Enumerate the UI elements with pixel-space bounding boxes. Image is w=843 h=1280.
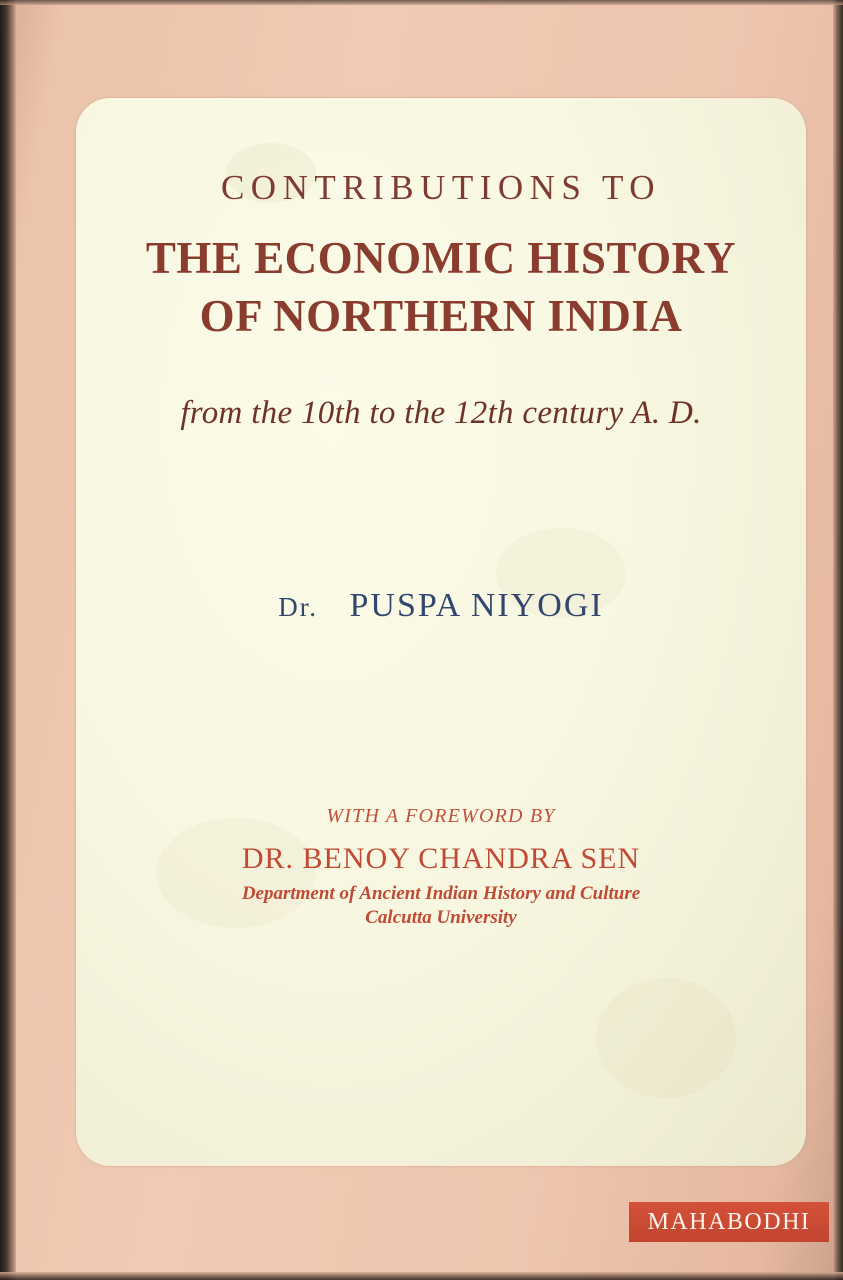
- foreword-author: DR. BENOY CHANDRA SEN: [241, 842, 641, 876]
- page-title: [116, 230, 766, 345]
- right-edge-shadow: [833, 0, 843, 1280]
- title-line-1: THE ECONOMIC HISTORY: [145, 233, 737, 283]
- foreword-dept-line-2: Calcutta University: [365, 906, 517, 928]
- spine-shadow: [0, 0, 16, 1280]
- cover-subtitle: from the 10th to the 12th century A. D.: [180, 395, 702, 432]
- foreword-label: WITH A FOREWORD BY: [326, 805, 556, 828]
- author-honorific: Dr.: [278, 592, 319, 623]
- author-name: PUSPA NIYOGI: [349, 587, 604, 625]
- bottom-edge-shadow: [0, 1272, 843, 1280]
- publisher-badge: [629, 1202, 829, 1242]
- cover-inner-panel: [76, 98, 806, 1166]
- title-line-2: OF NORTHERN INDIA: [199, 290, 683, 341]
- publisher-name: MAHABODHI: [647, 1208, 811, 1235]
- foreword-dept-line-1: Department of Ancient Indian History and Culture: [241, 883, 641, 905]
- foreword-department: [116, 882, 766, 930]
- top-edge-shadow: [0, 0, 843, 5]
- foreword-block: [116, 805, 766, 930]
- author-line: [116, 587, 766, 625]
- cover-content: [76, 98, 806, 1166]
- cover-eyebrow: CONTRIBUTIONS TO: [220, 168, 662, 207]
